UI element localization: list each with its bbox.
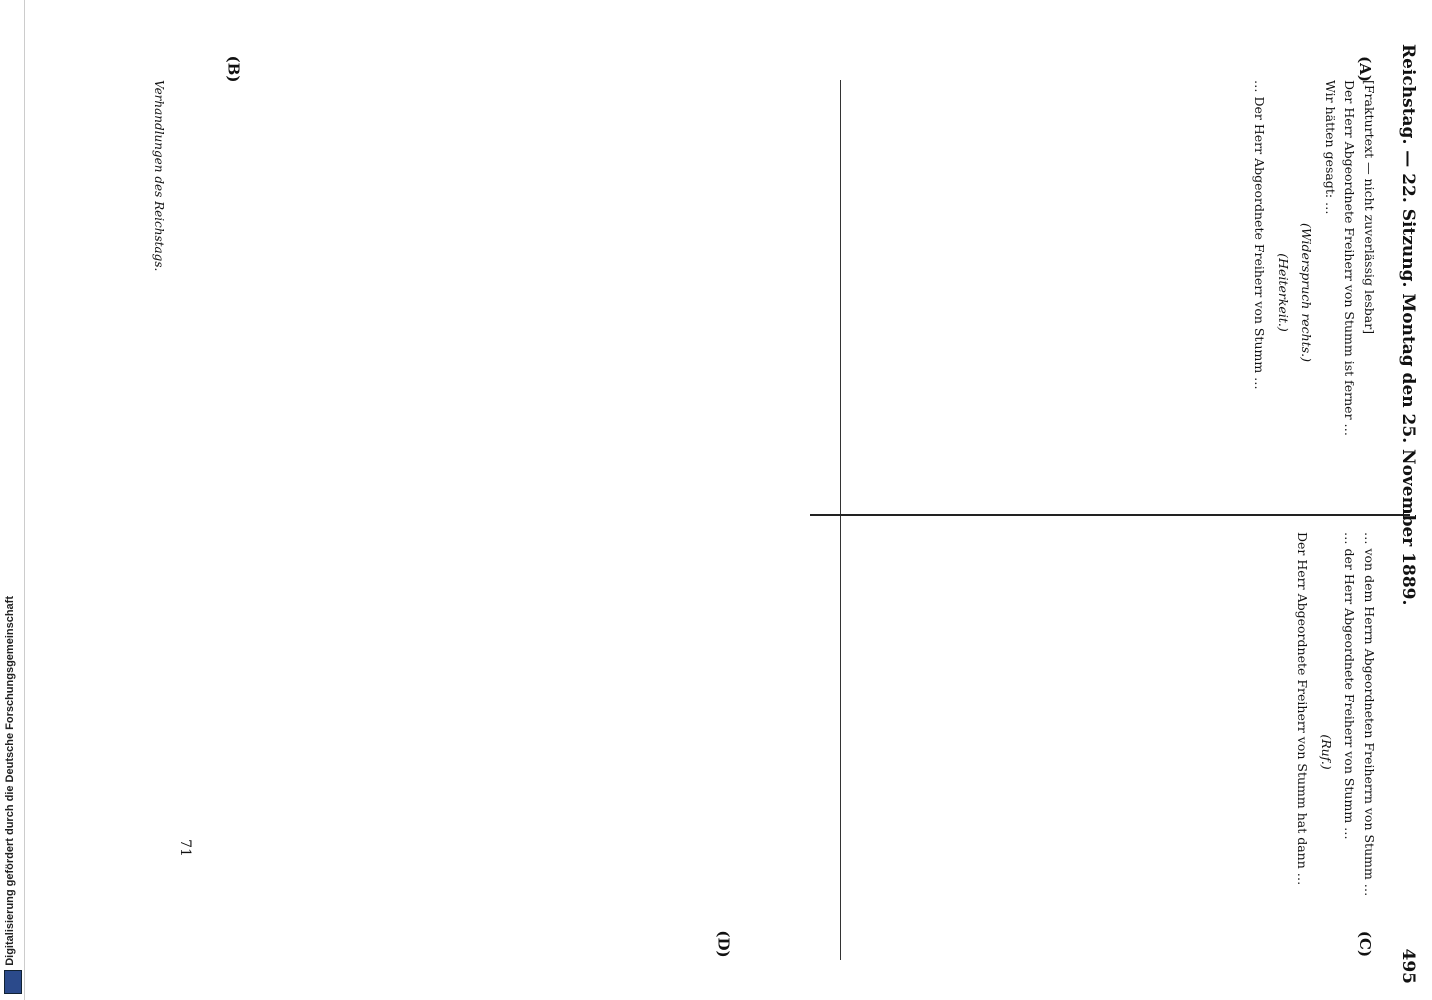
left-column [818, 80, 1378, 505]
interjection: (Ruf.) [1319, 734, 1334, 770]
rotated-page [70, 20, 1418, 984]
paragraph: Der Herr Abgeordnete Freiherr von Stumm hat dann … [1295, 532, 1311, 886]
interjection: (Widerspruch rechts.) [1299, 222, 1315, 363]
right-column [818, 532, 1378, 972]
header-page-number: 495 [1398, 948, 1418, 984]
paragraph: … von dem Herrn Abgeordneten Freiherrn von Stumm … [1362, 532, 1377, 897]
paragraph: … der Herr Abgeordnete Freiherr von Stumm … [1342, 532, 1358, 840]
margin-letter-b: (B) [224, 55, 243, 83]
margin-letter-c: (C) [1356, 930, 1375, 958]
header-title: Reichstag. — 22. Sitzung. Montag den 25. November 1889. [1398, 44, 1418, 606]
paragraph: [Frakturtext — nicht zuverlässig lesbar] [1362, 80, 1377, 335]
digitization-credit-strip [0, 0, 25, 1000]
paragraph: Wir hätten gesagt: … [1323, 80, 1338, 215]
margin-letter-d: (D) [714, 930, 733, 958]
paragraph: … Der Herr Abgeordnete Freiherr von Stumm … [1252, 80, 1268, 390]
page-header [1396, 44, 1420, 984]
interjection: (Heiterkeit.) [1276, 253, 1291, 332]
dfg-logo-icon [4, 970, 22, 994]
page-footer: Verhandlungen des Reichstags. [152, 80, 166, 272]
margin-letter-a: (A) [1355, 56, 1374, 82]
section-divider [810, 514, 1410, 516]
paragraph: Der Herr Abgeordnete Freiherr von Stumm ist ferner … [1342, 80, 1358, 437]
digitization-credit: Digitalisierung gefördert durch die Deutsche Forschungsgemeinschaft [4, 596, 16, 966]
page-number: 71 [176, 839, 193, 857]
